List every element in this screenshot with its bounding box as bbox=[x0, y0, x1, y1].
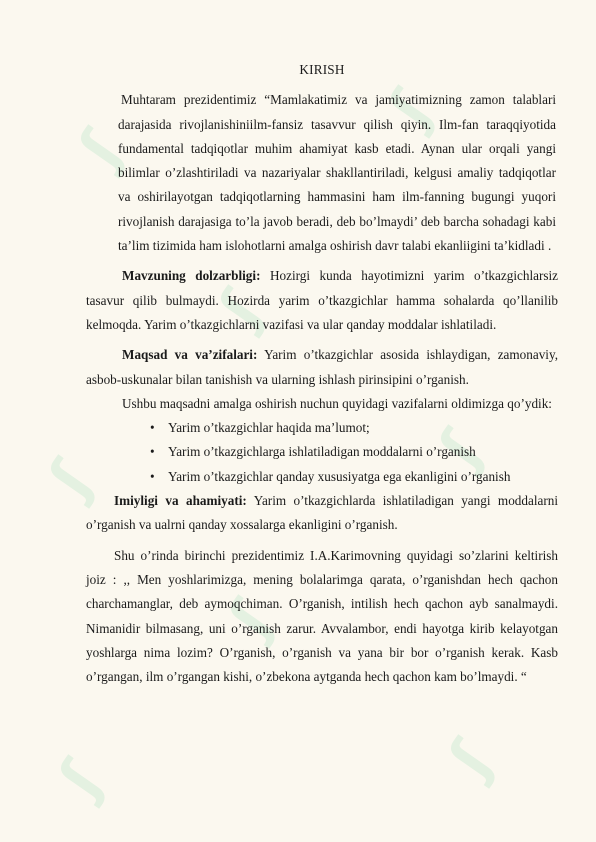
intro-paragraph: Muhtaram prezidentimiz “Mamlakatimiz va jamiyatimizning zamon talablari darajasida rivojlanishiniilm-fansiz tasavvur qilish qiyin. Ilm-fan taraqqiyotida fundamental tadqiqotlar muhim ahamiyat kasb etadi. Aynan ular orqali yangi bilimlar o’zlashtiriladi va nazariyalar shakllantiriladi, kelgusi amaliy tadqiqotlar va oshirilayotgan tadqiqotlarning hammasini ham ilm-fanning bugungi yuqori rivojlanish darajasiga to’la javob beradi, deb bo’lmaydi’ deb barcha sohadagi kabi ta’lim tizimida ham islohotlarni amalga oshirish davr talabi ekanliigini ta’kidladi . bbox=[118, 92, 556, 254]
tasks-intro-paragraph: Ushbu maqsadni amalga oshirish nuchun quyidagi vazifalarni oldimizga qo’ydik: bbox=[122, 395, 552, 411]
task-text: Yarim o’tkazgichlarga ishlatiladigan moddalarni o’rganish bbox=[168, 444, 476, 460]
relevance-label: Mavzuning dolzarbligi: bbox=[122, 268, 261, 284]
svg-text:ʃ: ʃ bbox=[435, 729, 506, 789]
svg-text:ʃ: ʃ bbox=[425, 419, 496, 479]
svg-text:ʃ: ʃ bbox=[205, 279, 276, 339]
relevance-paragraph bbox=[86, 264, 558, 337]
list-item bbox=[150, 416, 558, 440]
svg-text:ʃ: ʃ bbox=[35, 449, 106, 509]
list-item bbox=[150, 440, 558, 464]
goals-label: Maqsad va va’zifalari: bbox=[122, 347, 258, 363]
goals-paragraph bbox=[86, 343, 558, 392]
quote-paragraph: Shu o’rinda birinchi prezidentimiz I.A.Karimovning quyidagi so’zlarini keltirish joiz : ,, Men yoshlarimizga, mening bolalarimga qarata, o’rganishdan hech qachon charchamanglar, deb aymoqchiman. O’rganish, intilish hech qachon ayb sanalmaydi. Nimanidir bilmasang, uni o’rganish zarur. Avvalambor, endi hayotga kirib kelayotgan yoshlarga nima lozim? O’rganish, o’rganish va yana bir bor o’rganish kerak. Kasb o’rgangan, ilm o’rgangan kishi, o’zbekona aytganda hech qachon kam bo’lmaydi. “ bbox=[86, 547, 558, 685]
bullet-icon: • bbox=[150, 420, 155, 436]
tasks-list bbox=[86, 416, 558, 489]
goals-text: Yarim o’tkazgichlar asosida ishlaydigan, zamonaviy, asbob-uskunalar bilan tanishish va ularning ishlash pirinsipini o’rganish. bbox=[86, 347, 558, 387]
svg-text:ʃ: ʃ bbox=[45, 749, 116, 809]
svg-text:ʃ: ʃ bbox=[215, 589, 286, 649]
bullet-icon: • bbox=[150, 468, 155, 484]
document-body bbox=[86, 58, 558, 689]
svg-text:ʃ: ʃ bbox=[375, 79, 446, 139]
task-text: Yarim o’tkazgichlar haqida ma’lumot; bbox=[168, 420, 370, 436]
relevance-text: Hozirgi kunda hayotimizni yarim o’tkazgichlarsiz tasavur qilib bulmaydi. Hozirda yarim o’tkazgichlar hamma sohalarda qo’llanilib kelmoqda. Yarim o’tkazgichlarni vazifasi va ular qanday moddalar ishlatiladi. bbox=[86, 268, 558, 332]
page-title: KIRISH bbox=[299, 62, 345, 77]
importance-label: Imiyligi va ahamiyati: bbox=[114, 493, 247, 509]
list-item bbox=[150, 465, 558, 489]
importance-paragraph bbox=[86, 489, 558, 538]
importance-text: Yarim o’tkazgichlarda ishlatiladigan yangi moddalarni o’rganish va ualrni qanday xossalarga ekanligini o’rganish. bbox=[86, 493, 558, 533]
bullet-icon: • bbox=[150, 444, 155, 460]
svg-text:ʃ: ʃ bbox=[65, 119, 136, 179]
task-text: Yarim o’tkazgichlar qanday xususiyatga ega ekanligini o’rganish bbox=[168, 468, 511, 484]
